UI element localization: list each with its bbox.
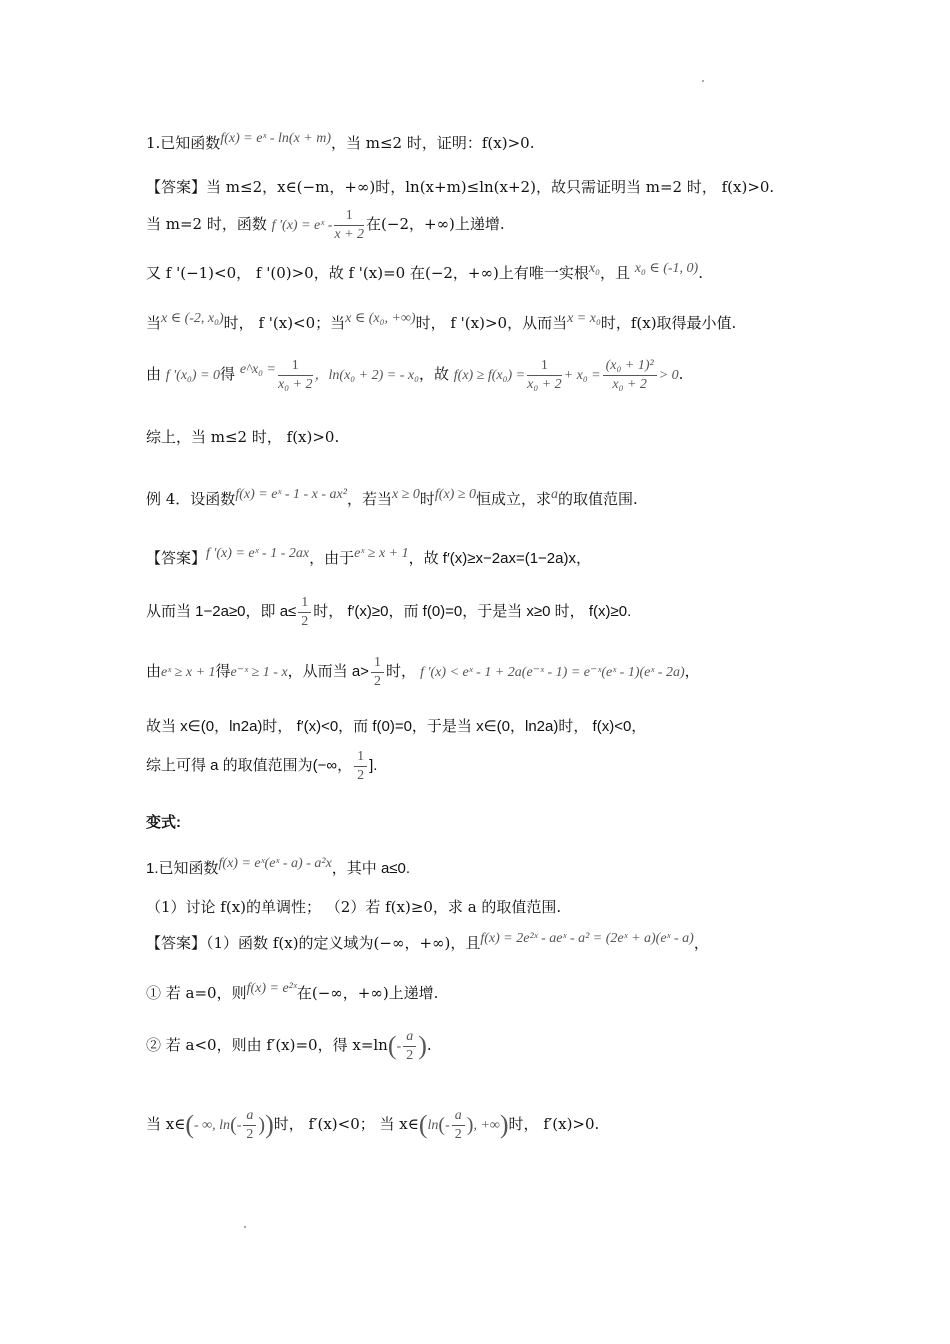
variant-questions <box>146 896 830 918</box>
fraction <box>527 357 562 394</box>
fraction-num: 1 <box>354 748 367 767</box>
answer-1-line-2 <box>146 202 830 246</box>
answer-1-l5-e: e^x₀ = <box>239 362 276 377</box>
fraction <box>354 748 367 785</box>
example-4 <box>146 488 830 512</box>
scan-dot <box>702 80 704 82</box>
answer-1-line-4 <box>146 312 830 336</box>
fraction-den: x₀ + 2 <box>278 376 313 392</box>
fraction-num: a <box>452 1107 465 1126</box>
answer-4-line-4 <box>146 716 830 738</box>
paren-right: ) <box>265 1110 274 1139</box>
variant-c2-a: ② 若 a<0，则由 f′(x)=0，得 x=ln <box>146 1036 388 1054</box>
answer-1-l4-c: 时， f '(x)>0，从而当 <box>415 314 568 332</box>
variant-c3-c: 时， f′(x)>0. <box>508 1115 600 1133</box>
answer-4-t2: ，故 f′(x)≥x−2ax=(1−2a)x， <box>408 550 591 567</box>
answer-1-line-6 <box>146 426 830 448</box>
answer-1-l3-x0: x₀ <box>588 261 600 276</box>
answer-1-l2-formula: f '(x) = eˣ - <box>271 218 333 233</box>
paren-left: ( <box>387 1031 397 1060</box>
answer-4-l3-b: 得 <box>215 663 231 680</box>
variant-c3-b: 时， f′(x)<0； 当 x∈ <box>273 1115 419 1133</box>
answer-label: 【答案】 <box>146 178 207 196</box>
example-4-mid: ，若当 <box>346 490 392 508</box>
answer-1-l5-ln: ，ln(x₀ + 2) = - x₀ <box>314 368 419 383</box>
answer-1-l5-c: ，故 <box>418 365 449 383</box>
fraction <box>452 1107 465 1144</box>
paren-right: ) <box>418 1031 427 1060</box>
example-4-formula: f(x) = eˣ - 1 - x - ax² <box>235 487 347 502</box>
variant-c3-neg2: - <box>445 1118 450 1133</box>
answer-1-l5-f: f '(x₀) = 0 <box>165 368 221 383</box>
variant-c2-b: . <box>426 1036 432 1054</box>
answer-4-l3-a: 由 <box>146 663 162 680</box>
answer-1-l5-a: 由 <box>146 365 162 383</box>
answer-1-l3-set: x₀ ∈ (-1, 0) <box>634 261 699 276</box>
fraction-den: x₀ + 2 <box>612 376 647 392</box>
answer-1-l5-plus: + x₀ = <box>563 368 601 383</box>
answer-4-line-5 <box>146 744 830 788</box>
variant-c2-neg: - <box>396 1039 402 1054</box>
example-4-tail2: 的取值范围. <box>558 490 638 508</box>
answer-1-l4-d: 时，f(x)取得最小值. <box>600 314 737 332</box>
answer-1-l3-a: 又 f '(−1)<0， f '(0)>0，故 f '(x)=0 在(−2，+∞)上有唯一实根 <box>146 264 589 282</box>
fraction-den: 2 <box>373 673 381 689</box>
answer-label: 【答案】 <box>146 934 207 952</box>
fraction-den: x + 2 <box>334 226 365 242</box>
answer-4-l5-a: 综上可得 a 的取值范围为(−∞， <box>146 757 353 774</box>
variant-questions-text: （1）讨论 f(x)的单调性； （2）若 f(x)≥0，求 a 的取值范围. <box>146 898 562 916</box>
variant-title <box>146 812 830 834</box>
variant-case-1 <box>146 982 830 1006</box>
paren-right: ) <box>499 1110 509 1139</box>
answer-4-l3-f1: eˣ ≥ x + 1 <box>161 665 216 680</box>
answer-1-l6: 综上，当 m≤2 时， f(x)>0. <box>146 428 340 446</box>
variant-c3-interval2: ln <box>427 1118 439 1133</box>
answer-1-l3-c: . <box>698 264 703 282</box>
answer-4-l4: 故当 x∈(0，ln2a)时， f′(x)<0，而 f(0)=0，于是当 x∈(0，ln2a)时， f(x)<0， <box>146 718 647 735</box>
answer-4-line-3 <box>146 650 830 694</box>
variant-a1: （1）函数 f(x)的定义域为(−∞，+∞)，且 <box>206 934 481 952</box>
answer-4-l3-f3: f '(x) < eˣ - 1 + 2a(e⁻ˣ - 1) = e⁻ˣ(eˣ - 1)(eˣ - 2a) <box>420 665 685 680</box>
fraction-num: 1 <box>278 357 313 376</box>
variant-c1-formula: f(x) = e²ˣ <box>246 981 297 996</box>
variant-problem <box>146 858 830 881</box>
answer-4-line-1 <box>146 548 830 571</box>
answer-4-f2: eˣ ≥ x + 1 <box>354 546 409 561</box>
variant-c3-interval2-end: , +∞ <box>473 1118 500 1133</box>
variant-c3-a: 当 x∈ <box>146 1115 186 1133</box>
answer-1-line-1 <box>146 176 830 198</box>
variant-tail: ，其中 a≤0. <box>331 860 411 877</box>
answer-1-l4-set2: x ∈ (x₀, +∞) <box>345 311 416 326</box>
fraction-num: a <box>403 1028 416 1047</box>
variant-answer-1 <box>146 932 830 956</box>
answer-1-l5-b: 得 <box>220 365 236 383</box>
paren-right: ) <box>258 1114 266 1136</box>
variant-formula: f(x) = eˣ(eˣ - a) - a²x <box>218 856 332 871</box>
answer-1-l2-b: 在(−2，+∞)上递增. <box>366 215 505 233</box>
answer-1-l2-a: 当 m=2 时，函数 <box>146 215 267 233</box>
paren-left: ( <box>438 1114 446 1136</box>
answer-4-l2-b: 时， f′(x)≥0，而 f(0)=0，于是当 x≥0 时， f(x)≥0. <box>313 603 632 620</box>
answer-4-l2-a: 从而当 1−2a≥0，即 a≤ <box>146 603 297 620</box>
fraction-num: 1 <box>334 207 364 226</box>
fraction <box>298 594 311 631</box>
fraction-den: x₀ + 2 <box>527 376 562 392</box>
answer-4-l5-b: ]. <box>369 757 378 774</box>
fraction-num: 1 <box>371 654 384 673</box>
variant-case-2 <box>146 1020 830 1070</box>
fraction-den: 2 <box>357 767 365 783</box>
variant-c3-interval1: - ∞, ln <box>194 1118 231 1133</box>
fraction-den: 2 <box>246 1126 254 1142</box>
answer-1-line-5 <box>146 352 830 396</box>
answer-1-text-1: 当 m≤2，x∈(−m，+∞)时，ln(x+m)≤ln(x+2)，故只需证明当 m=2 时， f(x)>0. <box>206 178 775 196</box>
fraction <box>278 357 313 394</box>
variant-c3-neg: - <box>236 1118 242 1133</box>
fraction-num: 1 <box>298 594 311 613</box>
answer-4-l3-d: 时， <box>385 663 416 680</box>
answer-4-l3-c: ，从而当 a> <box>287 663 369 680</box>
problem-1 <box>146 132 830 156</box>
answer-1-l4-a: 当 <box>146 314 162 332</box>
paren-left: ( <box>230 1114 237 1136</box>
answer-4-l3-f2: e⁻ˣ ≥ 1 - x <box>230 665 288 680</box>
paren-left: ( <box>418 1110 428 1139</box>
variant-a1-formula: f(x) = 2e²ˣ - aeˣ - a² = (2eˣ + a)(eˣ - a) <box>480 931 694 946</box>
paren-right: ) <box>466 1114 474 1136</box>
answer-4-f1: f '(x) = eˣ - 1 - 2ax <box>206 546 310 561</box>
variant-lead: 1.已知函数 <box>146 860 219 877</box>
answer-1-l5-gt: > 0 <box>658 368 679 383</box>
fraction-den: 2 <box>406 1047 414 1063</box>
problem-1-formula: f(x) = eˣ - ln(x + m) <box>220 131 331 146</box>
variant-c1-a: ① 若 a=0，则 <box>146 984 247 1002</box>
answer-label: 【答案】 <box>146 550 207 567</box>
variant-case-3 <box>146 1096 830 1152</box>
answer-4-t1: ，由于 <box>309 550 355 567</box>
fraction-den: 2 <box>454 1126 462 1142</box>
scan-dot <box>244 1226 246 1228</box>
answer-1-l4-set1: x ∈ (-2, x₀) <box>161 311 224 326</box>
answer-4-l3-e: ， <box>684 663 700 680</box>
answer-1-l4-eq: x = x₀ <box>567 311 601 326</box>
fraction-num: a <box>243 1107 256 1126</box>
fraction <box>403 1028 416 1065</box>
problem-1-lead: 1.已知函数 <box>146 134 221 152</box>
fraction <box>603 357 657 394</box>
answer-1-l4-b: 时， f '(x)<0；当 <box>223 314 346 332</box>
example-4-cond: x ≥ 0 <box>391 487 420 502</box>
fraction <box>371 654 384 691</box>
fraction <box>334 207 364 244</box>
example-4-mid2: 时 <box>419 490 435 508</box>
example-4-a: a <box>551 487 559 502</box>
example-4-cond2: f(x) ≥ 0 <box>434 487 477 502</box>
answer-4-line-2 <box>146 590 830 634</box>
fraction-den: 2 <box>301 613 309 629</box>
example-4-lead: 例 4．设函数 <box>146 490 236 508</box>
answer-1-line-3 <box>146 262 830 286</box>
paren-left: ( <box>185 1110 195 1139</box>
fraction-num: 1 <box>527 357 562 376</box>
variant-a1-end: ， <box>693 934 709 952</box>
answer-1-l5-ineq: f(x) ≥ f(x₀) = <box>453 368 526 383</box>
answer-1-l3-b: ，且 <box>599 264 630 282</box>
problem-1-tail: ，当 m≤2 时，证明：f(x)>0. <box>331 134 535 152</box>
fraction <box>243 1107 256 1144</box>
variant-title-text: 变式: <box>146 814 181 831</box>
example-4-tail: 恒成立，求 <box>476 490 552 508</box>
answer-1-l5-d: . <box>678 365 684 383</box>
variant-c1-b: 在(−∞，+∞)上递增. <box>296 984 439 1002</box>
fraction-num: (x₀ + 1)² <box>603 357 657 376</box>
